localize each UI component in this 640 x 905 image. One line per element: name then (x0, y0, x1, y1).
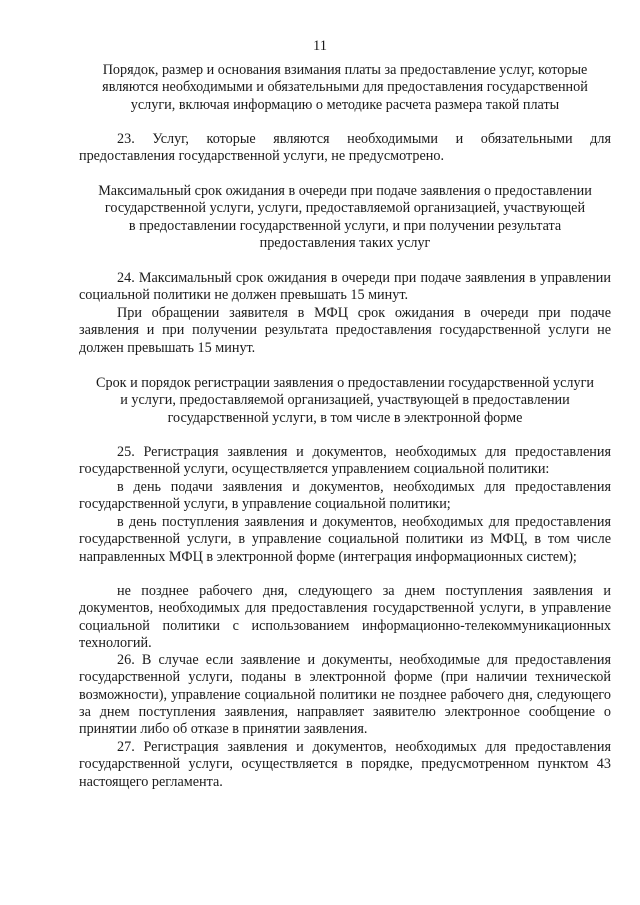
paragraph-25-item-b: в день поступления заявления и документов, необходимых для предоставления государственной услуги, в управление социальной политики из МФЦ, в том числе направленных МФЦ в электронной форме (интеграция информационных систем); (79, 514, 611, 565)
heading-line: и услуги, предоставляемой организацией, участвующей в предоставлении (120, 392, 570, 409)
heading-line: Порядок, размер и основания взимания платы за предоставление услуг, которые (102, 62, 588, 78)
heading-line: в предоставлении государственной услуги, и при получении результата (128, 217, 562, 234)
heading-line: государственной услуги, услуги, предоставляемой организацией, участвующей (104, 200, 586, 217)
section-heading-fees (79, 62, 611, 114)
heading-line: услуги, включая информацию о методике расчета размера такой платы (130, 96, 560, 113)
paragraph-25-item-c: не позднее рабочего дня, следующего за днем поступления заявления и документов, необходимых для предоставления государственной услуги, в управление социальной политики с использованием информационно-телекоммуникационных технологий. (79, 583, 611, 651)
page-number: 11 (313, 38, 327, 54)
section-heading-wait-time (79, 183, 611, 252)
heading-line: предоставления таких услуг (259, 234, 431, 251)
heading-line: государственной услуги, в том числе в электронной форме (167, 409, 523, 426)
paragraph-24-mfc: При обращении заявителя в МФЦ срок ожидания в очереди при подаче заявления и при получении результата предоставления государственной услуги не должен превышать 15 минут. (79, 305, 611, 356)
heading-line: Максимальный срок ожидания в очереди при подаче заявления о предоставлении (98, 183, 592, 199)
paragraph-24: 24. Максимальный срок ожидания в очереди при подаче заявления в управлении социальной политики не должен превышать 15 минут. (79, 270, 611, 304)
paragraph-25-item-a: в день подачи заявления и документов, необходимых для предоставления государственной услуги, в управление социальной политики; (79, 479, 611, 513)
section-heading-registration (79, 375, 611, 427)
paragraph-23: 23. Услуг, которые являются необходимыми и обязательными для предоставления государственной услуги, не предусмотрено. (79, 131, 611, 165)
paragraph-26: 26. В случае если заявление и документы, необходимые для предоставления государственной услуги, поданы в электронной форме (при наличии технической возможности), управление социальной политики не позднее рабочего дня, следующего за днем поступления заявления, направляет заявителю электронное сообщение о принятии либо об отказе в принятии заявления. (79, 652, 611, 738)
heading-line: Срок и порядок регистрации заявления о предоставлении государственной услуги (96, 375, 594, 391)
paragraph-27: 27. Регистрация заявления и документов, необходимых для предоставления государственной услуги, осуществляется в порядке, предусмотренном пунктом 43 настоящего регламента. (79, 739, 611, 790)
heading-line: являются необходимыми и обязательными для предоставления государственной (102, 79, 588, 96)
paragraph-25: 25. Регистрация заявления и документов, необходимых для предоставления государственной услуги, осуществляется управлением социальной политики: (79, 444, 611, 478)
